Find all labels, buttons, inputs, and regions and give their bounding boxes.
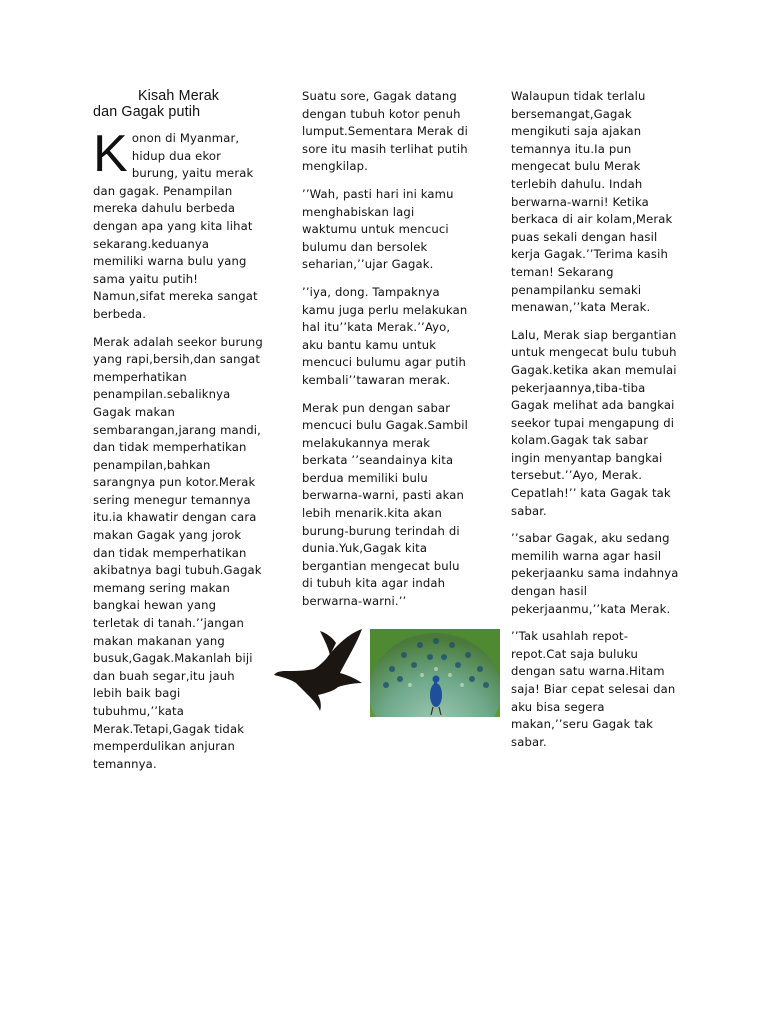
column-2 (302, 88, 472, 621)
column-3 (511, 88, 679, 761)
paragraph: Merak adalah seekor burung yang rapi,bersih,dan sangat memperhatikan penampilan.sebaliknya Gagak makan sembarangan,jarang mandi, dan tidak memperhatikan penampilan,bahkan sarangnya pun kotor.Merak sering menegur temannya itu.ia khawatir dengan cara makan Gagak yang jorok dan tidak memperhatikan akibatnya bagi tubuh.Gagak memang sering makan bangkai hewan yang terletak di tanah.’’jangan makan makanan yang busuk,Gagak.Makanlah biji dan buah segar,itu jauh lebih baik bagi tubuhmu,’’kata Merak.Tetapi,Gagak tidak memperdulikan anjuran temannya. (93, 334, 263, 771)
paragraph-text: onon di Myanmar, hidup dua ekor burung, yaitu merak dan gagak. Penampilan mereka dahulu berbeda dengan apa yang kita lihat sekarang.keduanya memiliki warna bulu yang sama yaitu putih! Namun,sifat mereka sangat berbeda. (93, 131, 258, 321)
drop-cap: K (93, 125, 128, 183)
column-1 (93, 88, 263, 783)
paragraph: ’’Tak usahlah repot-repot.Cat saja buluku dengan satu warna.Hitam saja! Biar cepat selesai dan aku bisa segera makan,’’seru Gagak tak sabar. (511, 629, 676, 749)
article-title (93, 88, 263, 120)
paragraph: Suatu sore, Gagak datang dengan tubuh kotor penuh lumput.Sementara Merak di sore itu masih terlihat putih mengkilap. (302, 89, 469, 174)
title-line-2: dan Gagak putih (93, 104, 201, 120)
paragraph: Walaupun tidak terlalu bersemangat,Gagak mengikuti saja ajakan temannya itu.Ia pun mengecat bulu Merak terlebih dahulu. Indah berwarna-warni! Ketika berkaca di air kolam,Merak puas sekali dengan hasil kerja Gagak.’’Terima kasih teman! Sekarang penampilanku semaki menawan,’’kata Merak. (511, 89, 673, 315)
paragraph: ’’sabar Gagak, aku sedang memilih warna agar hasil pekerjaanku sama indahnya dengan hasil pekerjaanmu,’’kata Merak. (511, 531, 679, 616)
title-line-1: Kisah Merak (138, 88, 220, 104)
paragraph: ’’iya, dong. Tampaknya kamu juga perlu melakukan hal itu’’kata Merak.’’Ayo, aku bantu kamu untuk mencuci bulumu agar putih kembali’’tawaran merak. (302, 284, 468, 387)
paragraph: ’’Wah, pasti hari ini kamu menghabiskan lagi waktumu untuk mencuci bulumu dan bersolek seharian,’’ujar Gagak. (302, 186, 454, 272)
crow-image (274, 625, 364, 715)
paragraph (93, 125, 263, 324)
paragraph: Merak pun dengan sabar mencuci bulu Gagak.Sambil melakukannya merak berkata ’’seandainya kita berdua memiliki bulu berwarna-warni, pasti akan lebih menarik.kita akan burung-burung terindah di dunia.Yuk,Gagak kita bergantian mengecat bulu di tubuh kita agar indah berwarna-warni.’’ (302, 400, 469, 609)
peacock-image (370, 629, 500, 717)
paragraph: Lalu, Merak siap bergantian untuk mengecat bulu tubuh Gagak.ketika akan memulai pekerjaannya,tiba-tiba Gagak melihat ada bangkai seekor tupai mengapung di kolam.Gagak tak sabar ingin menyantap bangkai tersebut.’’Ayo, Merak. Cepatlah!’’ kata Gagak tak sabar. (511, 327, 677, 518)
